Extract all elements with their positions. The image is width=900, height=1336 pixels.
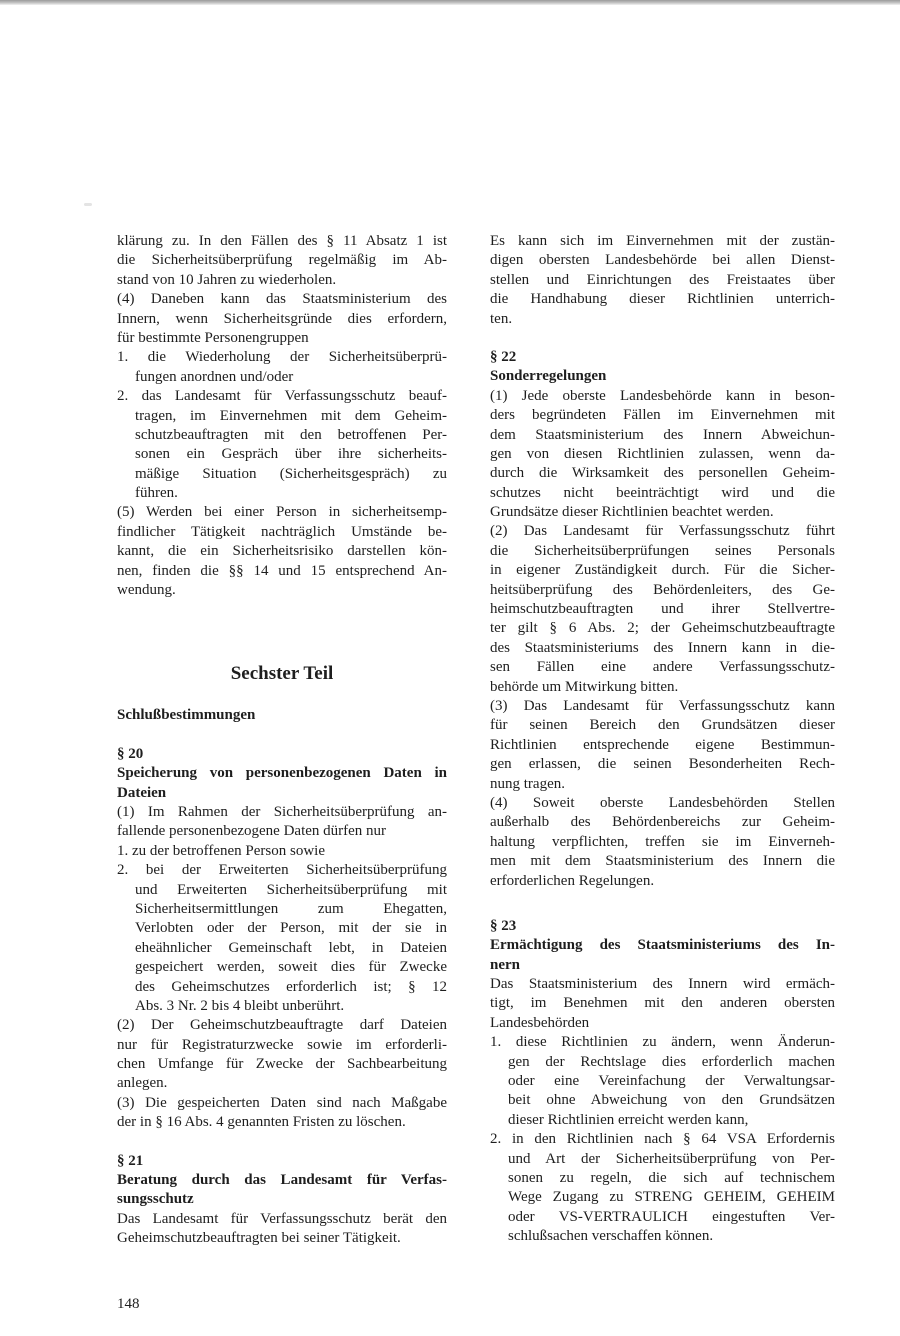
text-line: die Sicherheitsüberprüfung regelmäßig im Ab- bbox=[117, 252, 447, 269]
text-line: tragen, im Einvernehmen mit dem Geheim- bbox=[135, 407, 447, 424]
list-item-2: 2. in den Richtlinien nach § 64 VSA Erfordernis bbox=[490, 1131, 835, 1148]
section-title: Speicherung von personenbezogenen Daten in bbox=[117, 765, 447, 782]
text-line: (1) Jede oberste Landesbehörde kann in beson- bbox=[490, 387, 835, 404]
text-line: des Geheimschutzes erforderlich ist; § 12 bbox=[135, 978, 447, 995]
text-line: sonen zu regeln, die sich auf technischem bbox=[508, 1169, 835, 1186]
section-number: § 23 bbox=[490, 917, 517, 934]
text-line: findlicher Tätigkeit nachträglich Umstände be- bbox=[117, 523, 447, 540]
text-line: führen. bbox=[135, 485, 178, 502]
text-line: schlußsachen verschaffen können. bbox=[508, 1228, 714, 1245]
text-line: (2) Das Landesamt für Verfassungsschutz führt bbox=[490, 523, 835, 540]
text-line: Innern, wenn Sicherheitsgründe dies erfordern, bbox=[117, 310, 447, 327]
list-item-1: 1. die Wiederholung der Sicherheitsüberprü- bbox=[117, 349, 447, 366]
section-21 bbox=[117, 1152, 447, 1249]
text-line: nung tragen. bbox=[490, 775, 565, 792]
text-line: heimschutzbeauftragten und ihrer Stellvertre- bbox=[490, 601, 835, 618]
section-title: Beratung durch das Landesamt für Verfas- bbox=[117, 1172, 447, 1189]
text-line: der in § 16 Abs. 4 genannten Fristen zu löschen. bbox=[117, 1114, 406, 1131]
text-line: die Sicherheitsüberprüfungen seines Personals bbox=[490, 542, 835, 559]
text-line: gen erlassen, die seinen Besonderheiten Rech- bbox=[490, 756, 835, 773]
text-line: durch die Wirksamkeit des personellen Geheim- bbox=[490, 465, 835, 482]
text-line: klärung zu. In den Fällen des § 11 Absatz 1 ist bbox=[117, 233, 447, 249]
text-line: nen, finden die §§ 14 und 15 entsprechend An- bbox=[117, 562, 447, 579]
text-line: digen obersten Landesbehörde bei allen Dienst- bbox=[490, 252, 835, 269]
text-line: Verlobten oder der Person, mit der sie in bbox=[135, 920, 447, 937]
text-line: außerhalb des Behördenbereichs zur Geheim- bbox=[490, 814, 835, 831]
text-line: eheähnlicher Gemeinschaft lebt, in Dateien bbox=[135, 939, 447, 956]
section-number: § 20 bbox=[117, 745, 144, 762]
text-line: (4) Soweit oberste Landesbehörden Stellen bbox=[490, 794, 835, 811]
text-line: Sicherheitsermittlungen zum Ehegatten, bbox=[135, 900, 447, 917]
text-line: Geheimschutzbeauftragten bei seiner Tätigkeit. bbox=[117, 1230, 401, 1247]
text-line: Es kann sich im Einvernehmen mit der zustän- bbox=[490, 233, 835, 249]
section-number: § 22 bbox=[490, 348, 517, 365]
section-21-continuation bbox=[490, 232, 835, 329]
text-line: und Art der Sicherheitsüberprüfung von Per- bbox=[508, 1150, 835, 1167]
section-23 bbox=[490, 917, 835, 1247]
text-line: schutzes nicht beeinträchtigt wird und die bbox=[490, 484, 835, 501]
text-line: stellen und Einrichtungen des Freistaates über bbox=[490, 271, 835, 288]
text-line: oder VS-VERTRAULICH eingestuften Ver- bbox=[508, 1208, 835, 1225]
text-line: gen von diesen Richtlinien zulassen, wenn da- bbox=[490, 445, 835, 462]
text-line: fallende personenbezogene Daten dürfen nur bbox=[117, 823, 387, 840]
text-line: oder eine Vereinfachung der Verwaltungsar- bbox=[508, 1073, 835, 1090]
text-line: behörde um Mitwirkung bitten. bbox=[490, 678, 679, 695]
text-line: gen der Rechtslage dies erforderlich machen bbox=[508, 1053, 835, 1070]
section-title: sungsschutz bbox=[117, 1191, 194, 1208]
text-line: für seinen Bereich den Grundsätzen dieser bbox=[490, 717, 835, 734]
scan-speck bbox=[84, 203, 92, 206]
text-line: nur für Registraturzwecke sowie im erforderli- bbox=[117, 1036, 447, 1053]
text-line: fungen anordnen und/oder bbox=[135, 368, 294, 385]
text-line: men mit dem Staatsministerium des Innern die bbox=[490, 853, 835, 870]
text-line: erforderlichen Regelungen. bbox=[490, 872, 655, 889]
text-line: schutzbeauftragten mit den betroffenen Per- bbox=[135, 426, 447, 443]
text-line: anlegen. bbox=[117, 1075, 168, 1092]
text-line: (5) Werden bei einer Person in sicherheitsemp- bbox=[117, 504, 447, 521]
text-line: (3) Das Landesamt für Verfassungsschutz kann bbox=[490, 697, 835, 714]
section-title: Ermächtigung des Staatsministeriums des In- bbox=[490, 937, 835, 954]
text-line: (1) Im Rahmen der Sicherheitsüberprüfung an- bbox=[117, 803, 447, 820]
text-line: mäßige Situation (Sicherheitsgespräch) zu bbox=[135, 465, 447, 482]
text-line: (2) Der Geheimschutzbeauftragte darf Dateien bbox=[117, 1017, 447, 1034]
page-number: 148 bbox=[117, 1296, 140, 1312]
section-title: Sonderregelungen bbox=[490, 368, 607, 385]
text-line: Richtlinien entsprechende eigene Bestimmun- bbox=[490, 736, 835, 753]
text-line: heitsüberprüfung des Behördenleiters, des Ge- bbox=[490, 581, 835, 598]
text-line: die Handhabung dieser Richtlinien unterrich- bbox=[490, 291, 835, 308]
text-line: ders begründeten Fällen im Einvernehmen mit bbox=[490, 407, 835, 424]
text-line: ten. bbox=[490, 310, 513, 327]
list-item-2: 2. das Landesamt für Verfassungsschutz beauf- bbox=[117, 388, 447, 405]
scan-top-edge bbox=[0, 0, 900, 5]
text-line: sen Fällen eine andere Verfassungsschutz- bbox=[490, 659, 835, 676]
section-number: § 21 bbox=[117, 1152, 144, 1169]
text-line: für bestimmte Personengruppen bbox=[117, 329, 309, 346]
text-line: Das Staatsministerium des Innern wird ermäch- bbox=[490, 976, 835, 993]
text-line: dem Staatsministerium des Innern Abweichun- bbox=[490, 426, 835, 443]
text-line: Landesbehörden bbox=[490, 1014, 590, 1031]
text-line: haltung verpflichten, treffen sie im Einverneh- bbox=[490, 833, 835, 850]
text-line: wendung. bbox=[117, 582, 176, 599]
text-line: stand von 10 Jahren zu wiederholen. bbox=[117, 271, 337, 288]
section-19-continuation bbox=[117, 232, 447, 600]
text-line: Das Landesamt für Verfassungsschutz berät den bbox=[117, 1210, 447, 1227]
text-line: (4) Daneben kann das Staatsministerium des bbox=[117, 291, 447, 308]
text-line: in eigener Zuständigkeit durch. Für die Sicher- bbox=[490, 562, 835, 579]
text-line: Wege Zugang zu STRENG GEHEIM, GEHEIM bbox=[508, 1189, 835, 1206]
section-title: Dateien bbox=[117, 784, 167, 801]
text-line: tigt, im Benehmen mit den anderen obersten bbox=[490, 995, 835, 1012]
text-line: gespeichert werden, soweit dies für Zwecke bbox=[135, 959, 447, 976]
text-line: beit ohne Abweichung von den Grundsätzen bbox=[508, 1092, 835, 1109]
text-line: des Staatsministeriums des Innern kann in die- bbox=[490, 639, 835, 656]
text-line: dieser Richtlinien erreicht werden kann, bbox=[508, 1111, 749, 1128]
text-line: ter gilt § 6 Abs. 2; der Geheimschutzbeauftragte bbox=[490, 620, 835, 637]
text-line: kannt, die ein Sicherheitsrisiko darstellen kön- bbox=[117, 543, 447, 560]
part-subtitle: Schlußbestimmungen bbox=[117, 707, 256, 724]
part-title: Sechster Teil bbox=[230, 663, 334, 685]
text-line: Abs. 3 Nr. 2 bis 4 bleibt unberührt. bbox=[135, 997, 345, 1014]
section-22 bbox=[490, 348, 835, 891]
text-line: sonen ein Gespräch über ihre sicherheits- bbox=[135, 446, 447, 463]
list-item-1: 1. diese Richtlinien zu ändern, wenn Änderun- bbox=[490, 1034, 835, 1051]
text-line: chen Umfange für Zwecke der Sachbearbeitung bbox=[117, 1056, 447, 1073]
section-20 bbox=[117, 745, 447, 1133]
list-item-1: 1. zu der betroffenen Person sowie bbox=[117, 842, 325, 859]
text-line: (3) Die gespeicherten Daten sind nach Maßgabe bbox=[117, 1094, 447, 1111]
text-line: Grundsätze dieser Richtlinien beachtet werden. bbox=[490, 504, 774, 521]
right-column bbox=[490, 232, 835, 1247]
left-column bbox=[117, 232, 447, 1249]
section-title: nern bbox=[490, 956, 520, 973]
list-item-2: 2. bei der Erweiterten Sicherheitsüberprüfung bbox=[117, 862, 447, 879]
text-line: und Erweiterten Sicherheitsüberprüfung mit bbox=[135, 881, 447, 898]
